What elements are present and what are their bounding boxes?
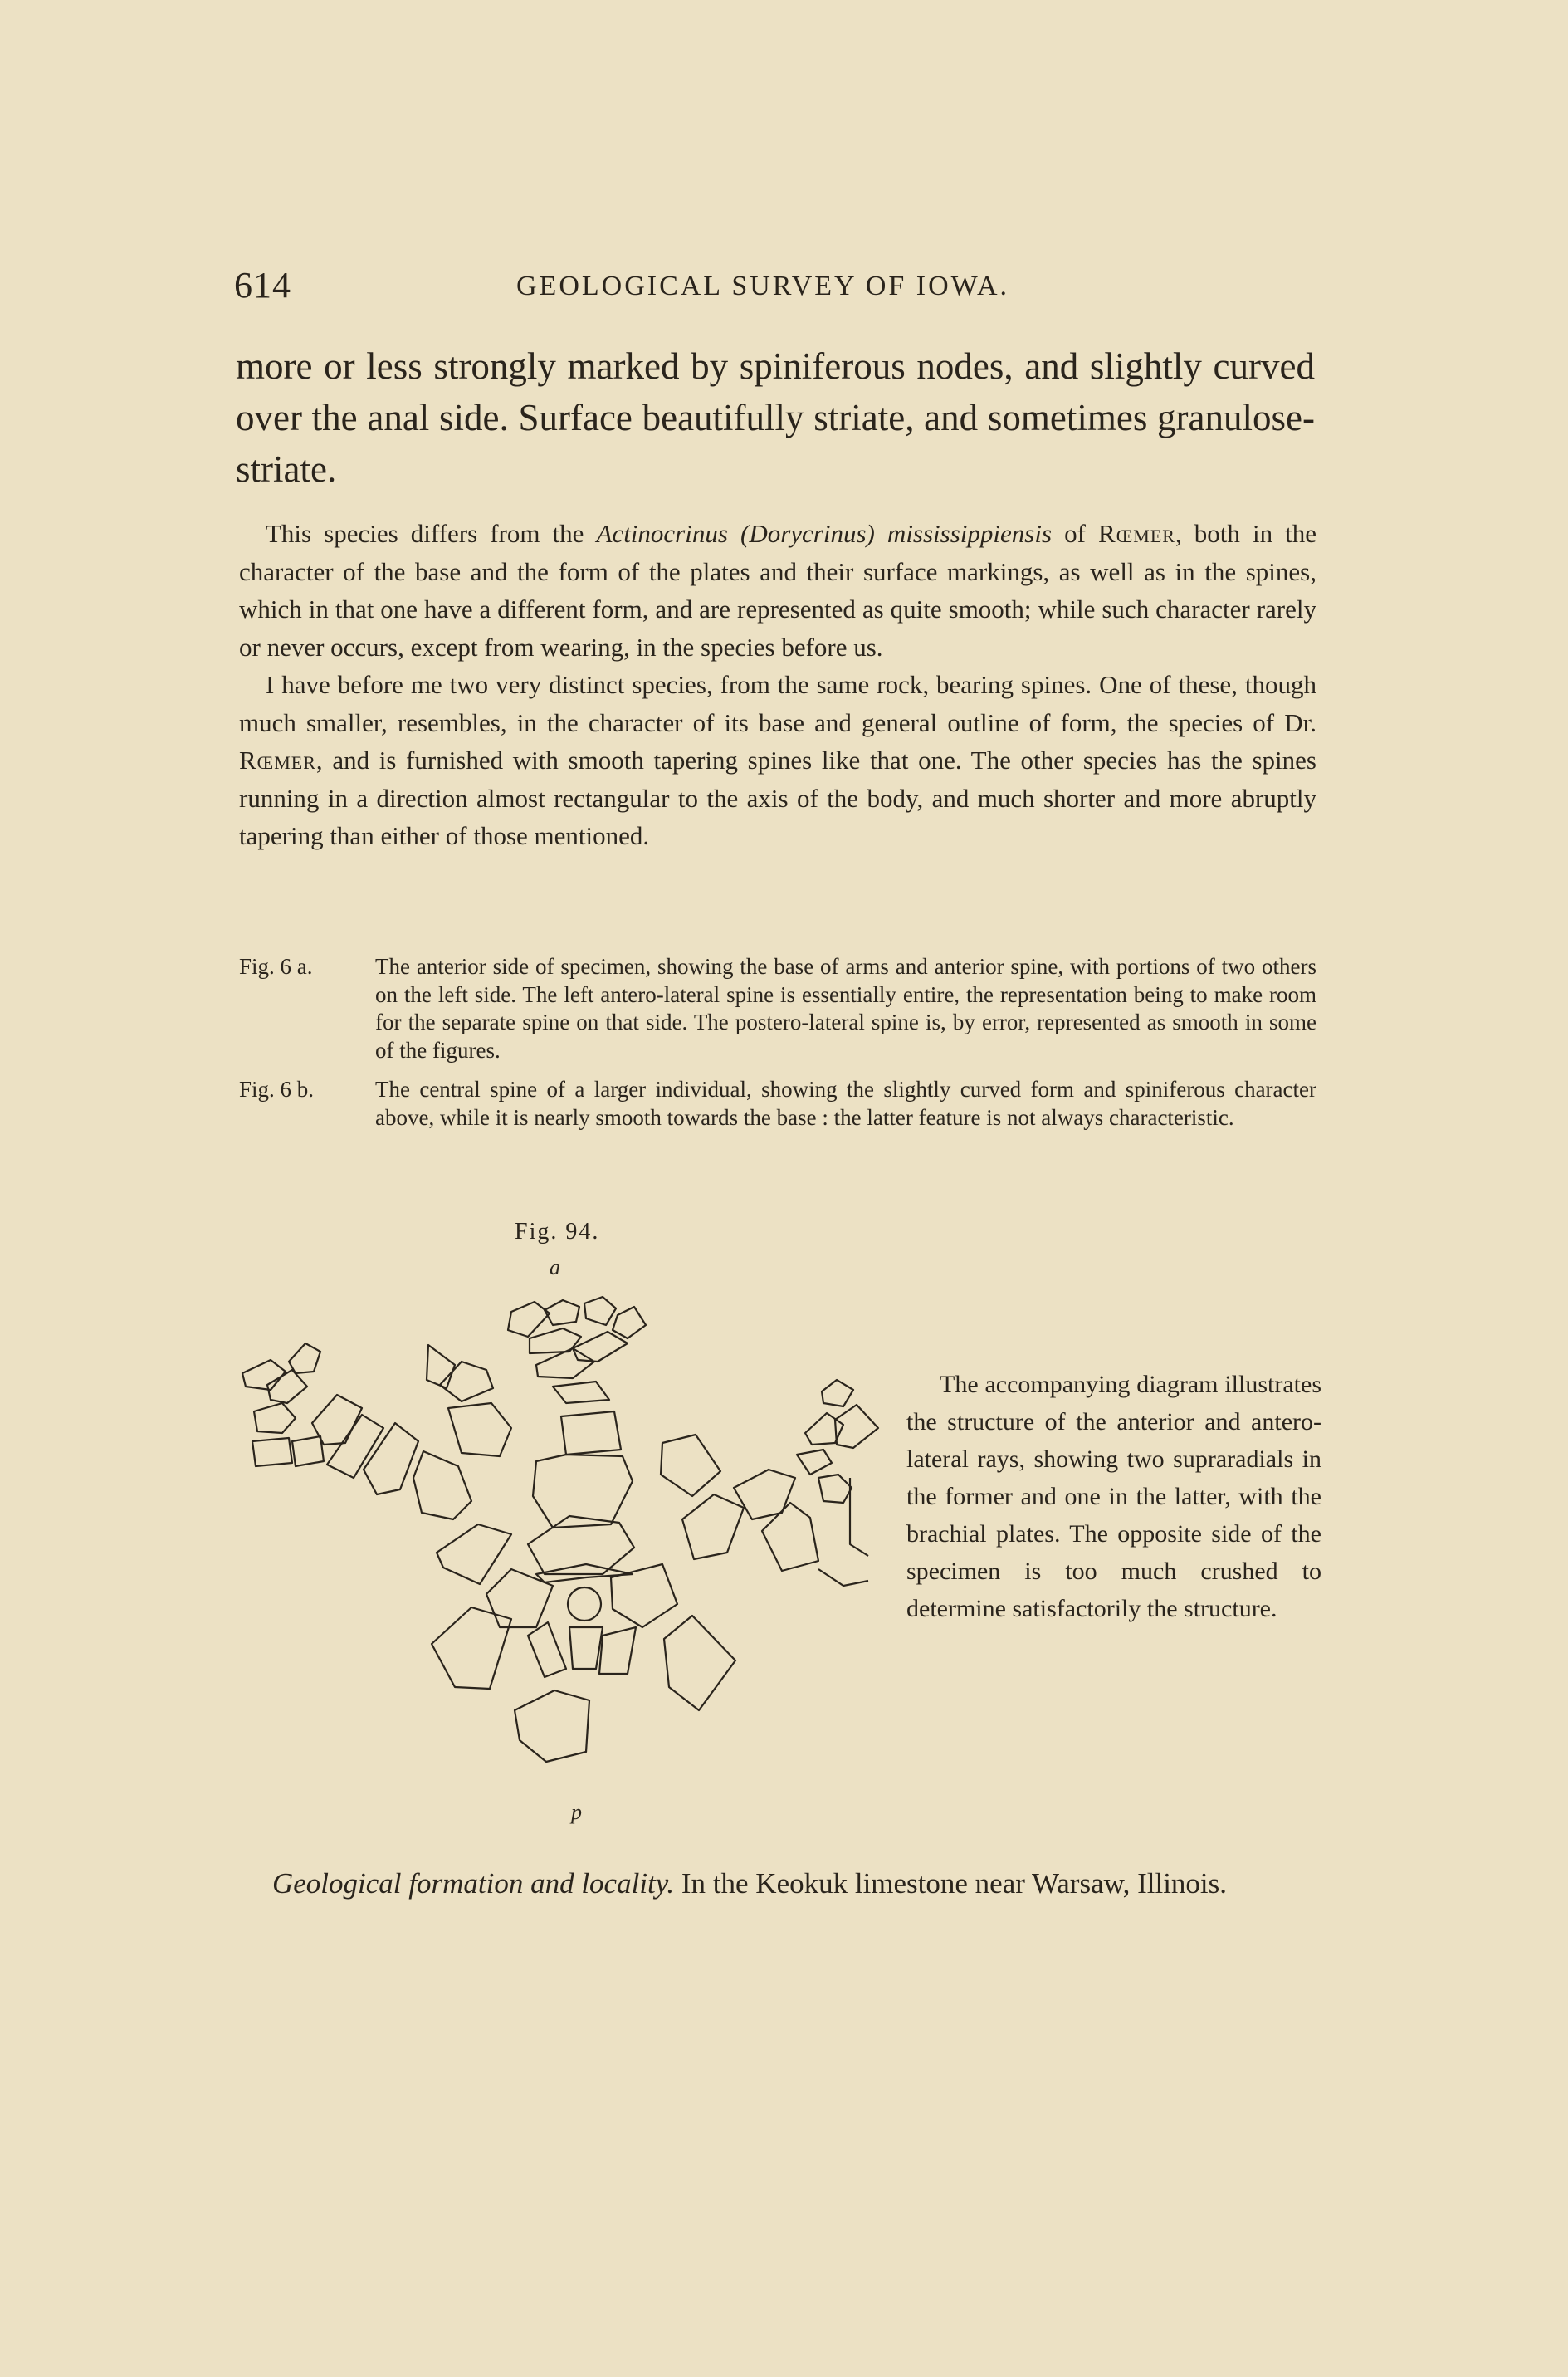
plate bbox=[242, 1360, 286, 1390]
crinoid-plate-diagram bbox=[237, 1279, 901, 1810]
plate bbox=[568, 1587, 601, 1621]
species-name: Actinocrinus (Dorycrinus) mississippiensis bbox=[596, 519, 1053, 548]
plate bbox=[432, 1607, 511, 1689]
fig-label: Fig. 6 a. bbox=[239, 954, 313, 979]
plate bbox=[613, 1307, 646, 1338]
author-name-2: Rœmer bbox=[239, 746, 316, 775]
closing-paragraph bbox=[239, 1860, 1318, 1908]
plate bbox=[289, 1343, 320, 1373]
page-number: 614 bbox=[234, 265, 291, 306]
p2-text-a: I have before me two very distinct species, from the same rock, bearing spines. One of these, though much smaller, resembles, in the character of its base and general outline of form, the species of Dr. bbox=[239, 670, 1316, 737]
plate bbox=[427, 1345, 455, 1388]
plate bbox=[528, 1622, 566, 1677]
plate bbox=[664, 1616, 735, 1710]
plate bbox=[364, 1423, 418, 1494]
plate bbox=[818, 1475, 852, 1503]
body-paragraph-1 bbox=[239, 515, 1316, 666]
plate bbox=[508, 1302, 550, 1337]
fig-text: The anterior side of specimen, showing the base of arms and anterior spine, with portions of two others on the left side. The left antero-lateral spine is essentially entire, the representation being to make room for the separate spine on that side. The postero-lateral spine is, by error, represented as smooth in some of the figures. bbox=[375, 954, 1316, 1063]
plate bbox=[448, 1403, 511, 1456]
plate bbox=[440, 1362, 493, 1401]
plate bbox=[584, 1297, 616, 1325]
body-paragraph-2 bbox=[239, 666, 1316, 855]
lead-paragraph bbox=[236, 340, 1315, 495]
body-text bbox=[239, 515, 1316, 855]
figure-label-top: a bbox=[550, 1255, 560, 1279]
plate bbox=[533, 1455, 633, 1528]
fig-text: The central spine of a larger individual, showing the slightly curved form and spiniferous character above, while it is nearly smooth towards the base : the latter feature is not always characteristic. bbox=[375, 1077, 1316, 1130]
plate bbox=[312, 1395, 362, 1445]
closing-text bbox=[239, 1860, 1318, 1908]
page-header bbox=[234, 264, 1321, 314]
plate bbox=[254, 1403, 296, 1433]
figure-label-bottom: p bbox=[571, 1800, 582, 1824]
p1-text-b: of bbox=[1052, 519, 1099, 548]
fig-entry bbox=[239, 1076, 1316, 1132]
plate bbox=[327, 1415, 383, 1478]
plate bbox=[850, 1478, 868, 1556]
figure-title: Fig. 94. bbox=[515, 1219, 600, 1245]
plate bbox=[413, 1451, 471, 1519]
formation-heading: Geological formation and locality. bbox=[272, 1867, 675, 1900]
plate bbox=[437, 1524, 511, 1584]
p2-text-b: , and is furnished with smooth tapering spines like that one. The other species has the spines running in a direction almost rectangular to the axis of the body, and much shorter and more abruptly tapering than either of those mentioned. bbox=[239, 746, 1316, 850]
fig-label: Fig. 6 b. bbox=[239, 1077, 315, 1102]
formation-text: In the Keokuk limestone near Warsaw, Illinois. bbox=[674, 1867, 1228, 1900]
plate bbox=[797, 1450, 832, 1475]
plate bbox=[569, 1627, 603, 1669]
plate bbox=[486, 1569, 553, 1627]
p1-text-c: , both in the character of the base and the form of the plates and their surface markings, as well as in the spines, which in that one have a different form, and are represented as quite smooth; while such character rarely or never occurs, except from wearing, in the species before us. bbox=[239, 519, 1317, 662]
plate bbox=[252, 1438, 292, 1466]
running-head: GEOLOGICAL SURVEY OF IOWA. bbox=[516, 271, 1010, 301]
plate bbox=[599, 1627, 636, 1674]
plate bbox=[292, 1436, 324, 1466]
fig-entry bbox=[239, 953, 1316, 1064]
figure-explanations bbox=[239, 953, 1316, 1143]
diagram-caption-text: The accompanying diagram illustrates the structure of the anterior and antero-lateral rays, showing two supraradials in the former and one in the latter, with the brachial plates. The opposite side of the specimen is too much crushed to determine satisfactorily the structure. bbox=[906, 1371, 1321, 1622]
plate bbox=[661, 1435, 720, 1496]
author-name: Rœmer bbox=[1098, 519, 1175, 548]
p1-text-a: This species differs from the bbox=[266, 519, 597, 548]
plate bbox=[682, 1494, 744, 1559]
diagram-caption bbox=[906, 1366, 1321, 1627]
plate bbox=[515, 1690, 589, 1762]
plate bbox=[561, 1411, 621, 1455]
plate bbox=[822, 1380, 853, 1406]
lead-paragraph-text: more or less strongly marked by spiniferous nodes, and slightly curved over the anal side. Surface beautifully striate, and sometimes granulose-striate. bbox=[236, 345, 1315, 490]
plate bbox=[762, 1503, 818, 1571]
plate bbox=[818, 1569, 868, 1586]
plate bbox=[835, 1405, 878, 1448]
plate bbox=[553, 1382, 609, 1403]
plate bbox=[611, 1564, 677, 1627]
